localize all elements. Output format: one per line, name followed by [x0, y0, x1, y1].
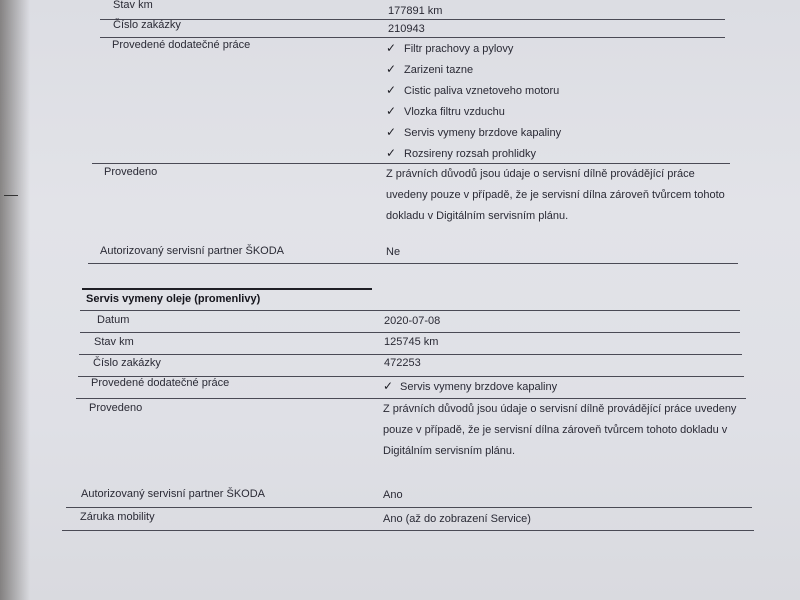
cislo-zakazky-value: 472253 — [384, 357, 421, 369]
check-icon: ✓ — [386, 146, 397, 160]
work-item: Zarizeni tazne — [404, 64, 474, 76]
partner-label: Autorizovaný servisní partner ŠKODA — [81, 488, 266, 500]
row-divider — [62, 530, 754, 531]
provedene-prace-label: Provedené dodatečné práce — [112, 39, 251, 51]
stav-km-label: Stav km — [113, 0, 153, 11]
cislo-zakazky-label: Číslo zakázky — [113, 19, 181, 31]
row-divider — [88, 263, 738, 264]
work-item: Vlozka filtru vzduchu — [404, 106, 505, 118]
check-icon: ✓ — [386, 62, 397, 76]
work-item: Cistic paliva vznetoveho motoru — [404, 85, 560, 97]
provedeno-text: Z právních důvodů jsou údaje o servisní dílně provádějící práce uvedeny pouze v případě, že je servisní dílna zároveň tvůrcem tohoto dokladu v Digitálním servisním plánu. — [386, 168, 725, 222]
cislo-zakazky-value: 210943 — [388, 23, 425, 35]
work-item: Servis vymeny brzdove kapaliny — [400, 381, 558, 393]
provedene-prace-label: Provedené dodatečné práce — [91, 377, 230, 389]
mobilita-label: Záruka mobility — [80, 511, 155, 523]
check-icon: ✓ — [383, 379, 394, 393]
provedeno-text: Z právních důvodů jsou údaje o servisní dílně provádějící práce uvedeny pouze v případě, že je servisní dílna zároveň tvůrcem tohoto dokladu v Digitálním servisním plánu. — [383, 403, 737, 457]
margin-mark — [4, 195, 18, 196]
cislo-zakazky-label: Číslo zakázky — [93, 357, 161, 369]
row-divider — [66, 507, 752, 508]
section-title: Servis vymeny oleje (promenlivy) — [86, 293, 261, 305]
row-divider — [100, 19, 725, 20]
section-title-rule — [82, 288, 372, 290]
datum-value: 2020-07-08 — [384, 315, 441, 327]
row-divider — [80, 332, 740, 333]
work-item: Rozsireny rozsah prohlidky — [404, 148, 537, 160]
check-icon: ✓ — [386, 41, 397, 55]
partner-value: Ne — [386, 246, 401, 258]
provedeno-label: Provedeno — [89, 402, 143, 414]
row-divider — [80, 310, 740, 311]
row-divider — [79, 354, 742, 355]
partner-value: Ano — [383, 489, 403, 501]
work-item: Servis vymeny brzdove kapaliny — [404, 127, 562, 139]
row-divider — [100, 37, 725, 38]
mobilita-value: Ano (až do zobrazení Service) — [383, 513, 531, 525]
stav-km-value: 177891 km — [388, 5, 443, 17]
provedeno-label: Provedeno — [104, 166, 158, 178]
page-shadow — [0, 0, 30, 600]
stav-km-label: Stav km — [94, 336, 134, 348]
check-icon: ✓ — [386, 104, 397, 118]
check-icon: ✓ — [386, 125, 397, 139]
check-icon: ✓ — [386, 83, 397, 97]
partner-label: Autorizovaný servisní partner ŠKODA — [100, 245, 285, 257]
work-item: Filtr prachovy a pylovy — [404, 43, 514, 55]
datum-label: Datum — [97, 314, 130, 326]
stav-km-value: 125745 km — [384, 336, 439, 348]
